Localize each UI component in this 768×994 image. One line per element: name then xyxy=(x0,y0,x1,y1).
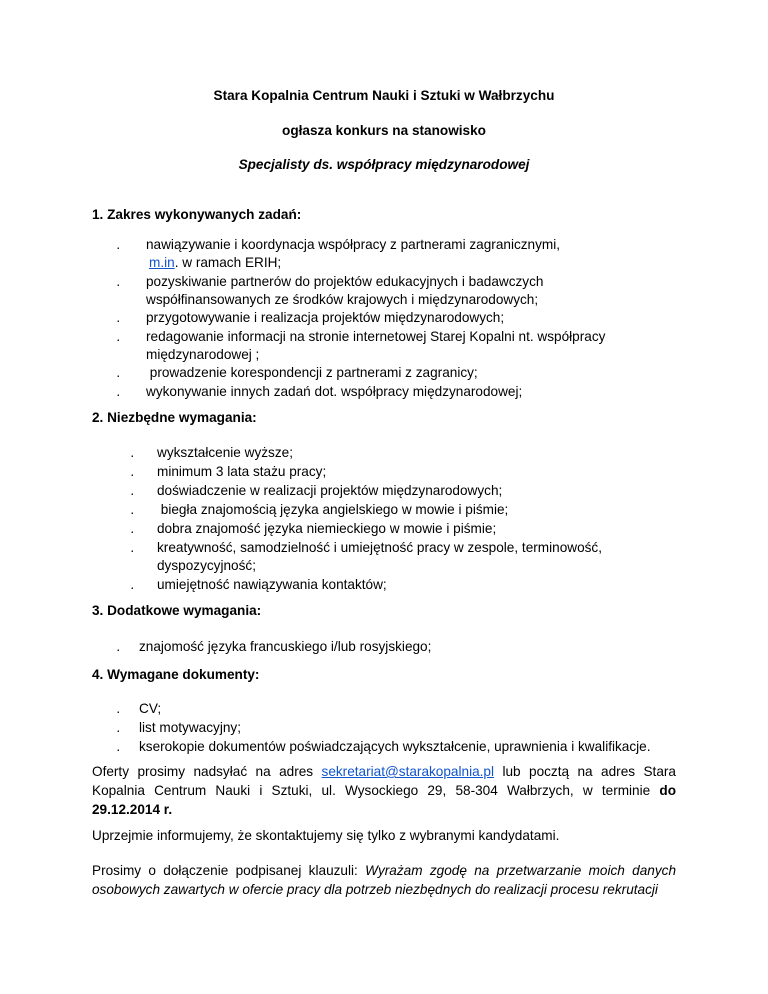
section4-heading: 4. Wymagane dokumenty: xyxy=(92,667,260,682)
bullet: · xyxy=(116,723,121,738)
document-item-1: CV; xyxy=(139,701,162,716)
bullet: · xyxy=(116,387,121,402)
additional-item-1: znajomość języka francuskiego i/lub rosyjskiego; xyxy=(139,639,432,654)
email-link[interactable]: sekretariat@starakopalnia.pl xyxy=(321,764,495,779)
clause-paragraph: Prosimy o dołączenie podpisanej klauzuli: Wyrażam zgodę na przetwarzanie moich danych osobowych zawartych w ofercie pracy dla potrzeb niezbędnych do realizacji procesu rekrutacji xyxy=(92,863,676,897)
info-paragraph: Uprzejmie informujemy, że skontaktujemy się tylko z wybranymi kandydatami. xyxy=(92,828,560,843)
requirement-item-7: umiejętność nawiązywania kontaktów; xyxy=(157,577,387,592)
bullet: · xyxy=(130,580,135,595)
bullet: · xyxy=(130,486,135,501)
task-item-1-line1: nawiązywanie i koordynacja współpracy z partnerami zagranicznymi, xyxy=(146,237,561,252)
section3-heading: 3. Dodatkowe wymagania: xyxy=(92,603,262,618)
document-item-3: kserokopie dokumentów poświadczających wykształcenie, uprawnienia i kwalifikacje. xyxy=(139,739,651,754)
requirement-item-5: dobra znajomość języka niemieckiego w mowie i piśmie; xyxy=(157,521,497,536)
task-item-4-line2: międzynarodowej ; xyxy=(146,347,260,362)
section1-heading: 1. Zakres wykonywanych zadań: xyxy=(92,207,302,222)
requirement-item-1: wykształcenie wyższe; xyxy=(157,445,293,460)
bullet: · xyxy=(116,368,121,383)
announcement-line: ogłasza konkurs na stanowisko xyxy=(282,123,486,138)
requirement-item-6-line1: kreatywność, samodzielność i umiejętność pracy w zespole, terminowość, xyxy=(157,540,602,555)
task-item-1-line2: m.in. w ramach ERIH; xyxy=(149,255,282,270)
bullet: · xyxy=(130,505,135,520)
offers-paragraph: Oferty prosimy nadsyłać na adres sekretariat@starakopalnia.pl lub pocztą na adres Stara Kopalnia Centrum Nauki i Sztuki, ul. Wysockiego 29, 58-304 Wałbrzych, w terminie do 29.12.2014 r. xyxy=(92,764,676,817)
bullet: · xyxy=(116,313,121,328)
requirement-item-3: doświadczenie w realizacji projektów międzynarodowych; xyxy=(157,483,503,498)
bullet: · xyxy=(116,240,121,255)
bullet: · xyxy=(130,448,135,463)
task-item-2-line2: współfinansowanych ze środków krajowych i międzynarodowych; xyxy=(146,292,539,307)
deadline: do 29.12.2014 r. xyxy=(92,783,676,817)
bullet: · xyxy=(116,277,121,292)
task-item-4-line1: redagowanie informacji na stronie internetowej Starej Kopalni nt. współpracy xyxy=(146,329,606,344)
bullet: · xyxy=(130,543,135,558)
task-item-5: prowadzenie korespondencji z partnerami z zagranicy; xyxy=(146,365,478,380)
task-item-3: przygotowywanie i realizacja projektów międzynarodowych; xyxy=(146,310,505,325)
requirement-item-6-line2: dyspozycyjność; xyxy=(157,558,256,573)
clause-text: Wyrażam zgodę na przetwarzanie moich danych osobowych zawartych w ofercie pracy dla potrzeb niezbędnych do realizacji procesu rekrutacji xyxy=(92,863,676,897)
bullet: · xyxy=(130,467,135,482)
task-item-6: wykonywanie innych zadań dot. współpracy międzynarodowej; xyxy=(146,384,523,399)
position-title: Specjalisty ds. współpracy międzynarodowej xyxy=(238,157,530,172)
bullet: · xyxy=(116,742,121,757)
task-item-2-line1: pozyskiwanie partnerów do projektów edukacyjnych i badawczych xyxy=(146,274,544,289)
m-in-link[interactable]: m.in xyxy=(149,255,175,270)
bullet: · xyxy=(116,332,121,347)
bullet: · xyxy=(116,704,121,719)
organization-title: Stara Kopalnia Centrum Nauki i Sztuki w Wałbrzychu xyxy=(213,88,555,103)
bullet: · xyxy=(116,642,121,657)
bullet: · xyxy=(130,524,135,539)
section2-heading: 2. Niezbędne wymagania: xyxy=(92,410,257,425)
document-item-2: list motywacyjny; xyxy=(139,720,241,735)
requirement-item-2: minimum 3 lata stażu pracy; xyxy=(157,464,327,479)
requirement-item-4: biegła znajomością języka angielskiego w mowie i piśmie; xyxy=(157,502,509,517)
